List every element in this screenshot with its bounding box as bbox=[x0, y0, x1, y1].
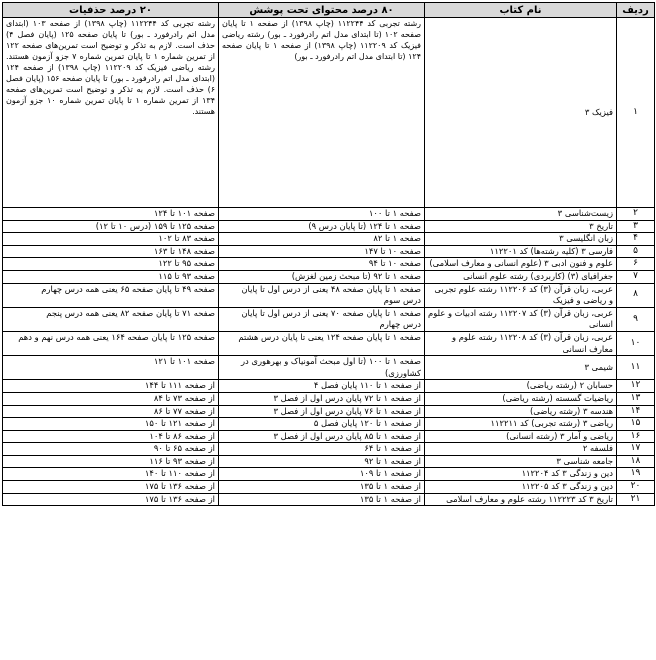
header-removed: ۲۰ درصد حذفیات bbox=[3, 3, 219, 18]
covered-range: صفحه ۱ تا پایان صفحه ۴۸ یعنی از درس اول تا پایان درس سوم bbox=[219, 283, 425, 307]
table-row bbox=[3, 258, 655, 271]
removed-range: رشته تجربی کد ۱۱۲۲۴۴ (چاپ ۱۳۹۸) از صفحه ۱۰۳ (ابتدای مدل اتم رادرفورد ـ بور) تا پایان صفحه ۱۲۵ (پایان فصل ۴) حذف است. لازم به تذکر و توضیح است تمرین‌های صفحه ۱۲۲ از تمرین شماره ۱ تا پایان تمرین شماره ۷ جزو آزمون هستند. رشته ریاضی فیزیک کد ۱۱۲۲۰۹ (چاپ ۱۳۹۸) از صفحه ۱۲۴ (ابتدای مدل اتم رادرفورد ـ بور) تا پایان صفحه ۱۵۶ (پایان فصل ۶) حذف است. لازم به تذکر و توضیح است تمرین‌های صفحه ۱۳۴ از تمرین شماره ۱ تا پایان تمرین شماره ۱۰ جزو آزمون هستند. bbox=[3, 18, 219, 208]
curriculum-table bbox=[2, 2, 655, 506]
table-row bbox=[3, 392, 655, 405]
book-name: فارسی ۳ (کلیه رشته‌ها) کد ۱۱۲۲۰۱ bbox=[425, 245, 617, 258]
removed-range: از صفحه ۱۱۱ تا ۱۴۴ bbox=[3, 380, 219, 393]
table-row bbox=[3, 220, 655, 233]
book-name: عربی، زبان قرآن (۳) کد ۱۱۲۲۰۶ رشته علوم تجربی و ریاضی و فیزیک bbox=[425, 283, 617, 307]
row-index: ۱۷ bbox=[617, 443, 655, 456]
covered-range: صفحه ۱۰ تا ۱۴۷ bbox=[219, 245, 425, 258]
covered-range: از صفحه ۱ تا ۹۲ bbox=[219, 455, 425, 468]
row-index: ۱۸ bbox=[617, 455, 655, 468]
covered-range: صفحه ۱ تا ۹۲ (تا مبحث زمین لغزش) bbox=[219, 270, 425, 283]
book-name: شیمی ۳ bbox=[425, 356, 617, 380]
row-index: ۱۹ bbox=[617, 468, 655, 481]
removed-range: صفحه ۱۰۱ تا ۱۲۴ bbox=[3, 208, 219, 221]
header-covered: ۸۰ درصد محتوای تحت پوشش bbox=[219, 3, 425, 18]
book-name: تاریخ ۳ کد ۱۱۲۲۲۳ رشته علوم و معارف اسلامی bbox=[425, 493, 617, 506]
table-row bbox=[3, 356, 655, 380]
book-name: جغرافیای (۳) (کاربردی) رشته علوم انسانی bbox=[425, 270, 617, 283]
covered-range: رشته تجربی کد ۱۱۲۲۴۴ (چاپ ۱۳۹۸) از صفحه ۱ تا پایان صفحه ۱۰۲ (تا ابتدای مدل اتم رادرفورد ـ بور) رشته ریاضی فیزیک کد ۱۱۲۲۰۹ (چاپ ۱۳۹۸) از صفحه ۱ تا پایان صفحه ۱۲۴ (تا ابتدای مدل اتم رادرفورد ـ بور) bbox=[219, 18, 425, 208]
table-row bbox=[3, 430, 655, 443]
table-row bbox=[3, 208, 655, 221]
header-row bbox=[3, 3, 655, 18]
book-name: فلسفه ۲ bbox=[425, 443, 617, 456]
covered-range: صفحه ۱ تا ۱۰۰ (تا اول مبحث آمونیاک و بهرهوری در کشاورزی) bbox=[219, 356, 425, 380]
table-row bbox=[3, 443, 655, 456]
covered-range: از صفحه ۱ تا ۱۳۵ bbox=[219, 481, 425, 494]
table-row bbox=[3, 418, 655, 431]
removed-range: صفحه ۴۹ تا پایان صفحه ۶۵ یعنی همه درس چهارم bbox=[3, 283, 219, 307]
removed-range: صفحه ۱۰۱ تا ۱۲۱ bbox=[3, 356, 219, 380]
removed-range: از صفحه ۱۳۶ تا ۱۷۵ bbox=[3, 493, 219, 506]
row-index: ۸ bbox=[617, 283, 655, 307]
table-row bbox=[3, 380, 655, 393]
covered-range: صفحه ۱ تا پایان صفحه ۷۰ یعنی از درس اول تا پایان درس چهارم bbox=[219, 307, 425, 331]
row-index: ۱۳ bbox=[617, 392, 655, 405]
row-index: ۴ bbox=[617, 233, 655, 246]
book-name: علوم و فنون ادبی ۳ (علوم انسانی و معارف اسلامی) bbox=[425, 258, 617, 271]
table-row bbox=[3, 307, 655, 331]
book-name: تاریخ ۳ bbox=[425, 220, 617, 233]
book-name: زبان انگلیسی ۳ bbox=[425, 233, 617, 246]
table-row bbox=[3, 455, 655, 468]
removed-range: صفحه ۹۵ تا ۱۲۲ bbox=[3, 258, 219, 271]
row-index: ۵ bbox=[617, 245, 655, 258]
row-index: ۳ bbox=[617, 220, 655, 233]
row-index: ۱۰ bbox=[617, 331, 655, 355]
covered-range: صفحه ۱ تا ۸۲ bbox=[219, 233, 425, 246]
removed-range: صفحه ۷۱ تا پایان صفحه ۸۲ یعنی همه درس پنجم bbox=[3, 307, 219, 331]
table-row bbox=[3, 331, 655, 355]
table-row bbox=[3, 493, 655, 506]
row-index: ۱۲ bbox=[617, 380, 655, 393]
covered-range: از صفحه ۱ تا ۷۶ پایان درس اول از فصل ۳ bbox=[219, 405, 425, 418]
removed-range: صفحه ۹۳ تا ۱۱۵ bbox=[3, 270, 219, 283]
removed-range: از صفحه ۱۳۶ تا ۱۷۵ bbox=[3, 481, 219, 494]
covered-range: صفحه ۱ تا ۱۰۰ bbox=[219, 208, 425, 221]
header-index: ردیف bbox=[617, 3, 655, 18]
covered-range: صفحه ۱ تا ۱۲۴ (تا پایان درس ۹) bbox=[219, 220, 425, 233]
row-index: ۱۶ bbox=[617, 430, 655, 443]
table-row bbox=[3, 233, 655, 246]
book-name: عربی، زبان قرآن (۳) کد ۱۱۲۲۰۸ رشته علوم و معارف انسانی bbox=[425, 331, 617, 355]
book-name: جامعه شناسی ۳ bbox=[425, 455, 617, 468]
covered-range: از صفحه ۱ تا ۱۱۰ پایان فصل ۴ bbox=[219, 380, 425, 393]
row-index: ۱۴ bbox=[617, 405, 655, 418]
covered-range: از صفحه ۱ تا ۸۵ پایان درس اول از فصل ۳ bbox=[219, 430, 425, 443]
removed-range: از صفحه ۹۳ تا ۱۱۶ bbox=[3, 455, 219, 468]
book-name: حسابان ۲ (رشته ریاضی) bbox=[425, 380, 617, 393]
removed-range: صفحه ۸۳ تا ۱۰۲ bbox=[3, 233, 219, 246]
removed-range: از صفحه ۷۷ تا ۸۶ bbox=[3, 405, 219, 418]
book-name: هندسه ۳ (رشته ریاضی) bbox=[425, 405, 617, 418]
book-name: عربی، زبان قرآن (۳) کد ۱۱۲۲۰۷ رشته ادبیات و علوم انسانی bbox=[425, 307, 617, 331]
row-index: ۷ bbox=[617, 270, 655, 283]
table-row bbox=[3, 405, 655, 418]
book-name: ریاضی و آمار ۳ (رشته انسانی) bbox=[425, 430, 617, 443]
book-name: دین و زندگی ۳ کد ۱۱۲۲۰۴ bbox=[425, 468, 617, 481]
row-index: ۲ bbox=[617, 208, 655, 221]
row-index: ۱ bbox=[617, 18, 655, 208]
table-row bbox=[3, 18, 655, 208]
covered-range: از صفحه ۱ تا ۱۲۰ پایان فصل ۵ bbox=[219, 418, 425, 431]
covered-range: از صفحه ۱ تا ۱۳۵ bbox=[219, 493, 425, 506]
book-name: فیزیک ۳ bbox=[425, 18, 617, 208]
removed-range: از صفحه ۶۵ تا ۹۰ bbox=[3, 443, 219, 456]
removed-range: از صفحه ۱۱۰ تا ۱۴۰ bbox=[3, 468, 219, 481]
table-row bbox=[3, 245, 655, 258]
covered-range: صفحه ۱ تا پایان صفحه ۱۲۴ یعنی تا پایان درس هشتم bbox=[219, 331, 425, 355]
header-book: نام کتاب bbox=[425, 3, 617, 18]
table-row bbox=[3, 270, 655, 283]
row-index: ۲۱ bbox=[617, 493, 655, 506]
book-name: دین و زندگی ۳ کد ۱۱۲۲۰۵ bbox=[425, 481, 617, 494]
book-name: ریاضیات گسسته (رشته ریاضی) bbox=[425, 392, 617, 405]
covered-range: صفحه ۱۰ تا ۹۴ bbox=[219, 258, 425, 271]
book-name: زیست‌شناسی ۳ bbox=[425, 208, 617, 221]
book-name: ریاضی ۳ (رشته تجربی) کد ۱۱۲۲۱۱ bbox=[425, 418, 617, 431]
row-index: ۹ bbox=[617, 307, 655, 331]
covered-range: از صفحه ۱ تا ۷۲ پایان درس اول از فصل ۳ bbox=[219, 392, 425, 405]
removed-range: صفحه ۱۲۵ تا ۱۵۹ (درس ۱۰ تا ۱۲) bbox=[3, 220, 219, 233]
removed-range: از صفحه ۸۶ تا ۱۰۴ bbox=[3, 430, 219, 443]
removed-range: صفحه ۱۲۵ تا پایان صفحه ۱۶۴ یعنی همه درس نهم و دهم bbox=[3, 331, 219, 355]
row-index: ۶ bbox=[617, 258, 655, 271]
table-row bbox=[3, 283, 655, 307]
covered-range: از صفحه ۱ تا ۱۰۹ bbox=[219, 468, 425, 481]
row-index: ۱۱ bbox=[617, 356, 655, 380]
row-index: ۲۰ bbox=[617, 481, 655, 494]
row-index: ۱۵ bbox=[617, 418, 655, 431]
table-row bbox=[3, 481, 655, 494]
removed-range: صفحه ۱۴۸ تا ۱۶۳ bbox=[3, 245, 219, 258]
table-row bbox=[3, 468, 655, 481]
removed-range: از صفحه ۷۳ تا ۸۴ bbox=[3, 392, 219, 405]
covered-range: از صفحه ۱ تا ۶۴ bbox=[219, 443, 425, 456]
removed-range: از صفحه ۱۲۱ تا ۱۵۰ bbox=[3, 418, 219, 431]
